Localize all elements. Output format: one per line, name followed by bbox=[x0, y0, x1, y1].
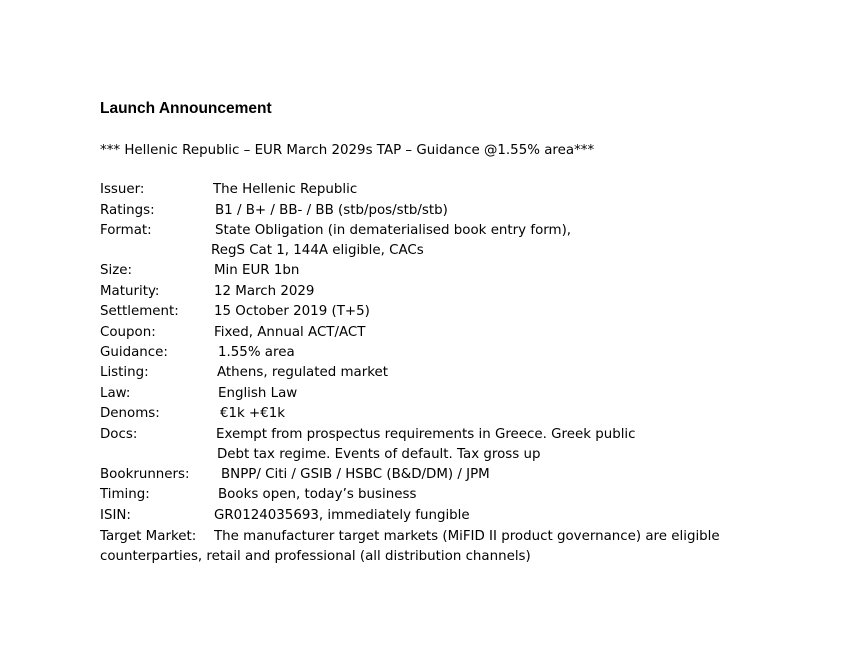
term-label-guidance: Guidance: bbox=[100, 345, 168, 360]
term-value-maturity: 12 March 2029 bbox=[214, 284, 315, 299]
term-value-target-market: The manufacturer target markets (MiFID II product governance) are eligible bbox=[214, 529, 720, 544]
term-value-docs: Exempt from prospectus requirements in Greece. Greek public bbox=[216, 427, 636, 442]
deal-headline: *** Hellenic Republic – EUR March 2029s TAP – Guidance @1.55% area*** bbox=[100, 143, 595, 158]
term-label-docs: Docs: bbox=[100, 427, 138, 442]
term-label-target-market: Target Market: bbox=[100, 529, 197, 544]
term-label-size: Size: bbox=[100, 263, 132, 278]
term-value-format: State Obligation (in dematerialised book entry form), bbox=[215, 223, 572, 238]
term-label-issuer: Issuer: bbox=[100, 182, 145, 197]
term-value-listing: Athens, regulated market bbox=[217, 365, 389, 380]
term-label-ratings: Ratings: bbox=[100, 203, 155, 218]
term-value-law: English Law bbox=[218, 386, 298, 401]
term-value-timing: Books open, today’s business bbox=[218, 487, 417, 502]
term-value-issuer: The Hellenic Republic bbox=[213, 182, 358, 197]
document-title: Launch Announcement bbox=[100, 100, 272, 117]
term-label-settlement: Settlement: bbox=[100, 304, 179, 319]
term-label-maturity: Maturity: bbox=[100, 284, 160, 299]
term-value-guidance: 1.55% area bbox=[218, 345, 295, 360]
term-value-ratings: B1 / B+ / BB- / BB (stb/pos/stb/stb) bbox=[215, 203, 448, 218]
term-label-denoms: Denoms: bbox=[100, 406, 160, 421]
term-value-size: Min EUR 1bn bbox=[214, 263, 300, 278]
term-value-bookrunners: BNPP/ Citi / GSIB / HSBC (B&D/DM) / JPM bbox=[221, 467, 490, 482]
term-label-listing: Listing: bbox=[100, 365, 149, 380]
term-label-law: Law: bbox=[100, 386, 131, 401]
term-value-docs-continued: Debt tax regime. Events of default. Tax gross up bbox=[217, 447, 541, 462]
term-label-bookrunners: Bookrunners: bbox=[100, 467, 190, 482]
term-value-settlement: 15 October 2019 (T+5) bbox=[214, 304, 370, 319]
term-value-target-market-continued: counterparties, retail and professional (all distribution channels) bbox=[100, 549, 531, 564]
term-value-denoms: €1k +€1k bbox=[220, 406, 286, 421]
term-value-format-continued: RegS Cat 1, 144A eligible, CACs bbox=[211, 243, 424, 258]
term-label-format: Format: bbox=[100, 223, 152, 238]
term-label-coupon: Coupon: bbox=[100, 325, 156, 340]
term-label-timing: Timing: bbox=[100, 487, 150, 502]
term-value-isin: GR0124035693, immediately fungible bbox=[214, 508, 470, 523]
term-label-isin: ISIN: bbox=[100, 508, 131, 523]
term-value-coupon: Fixed, Annual ACT/ACT bbox=[214, 325, 366, 340]
